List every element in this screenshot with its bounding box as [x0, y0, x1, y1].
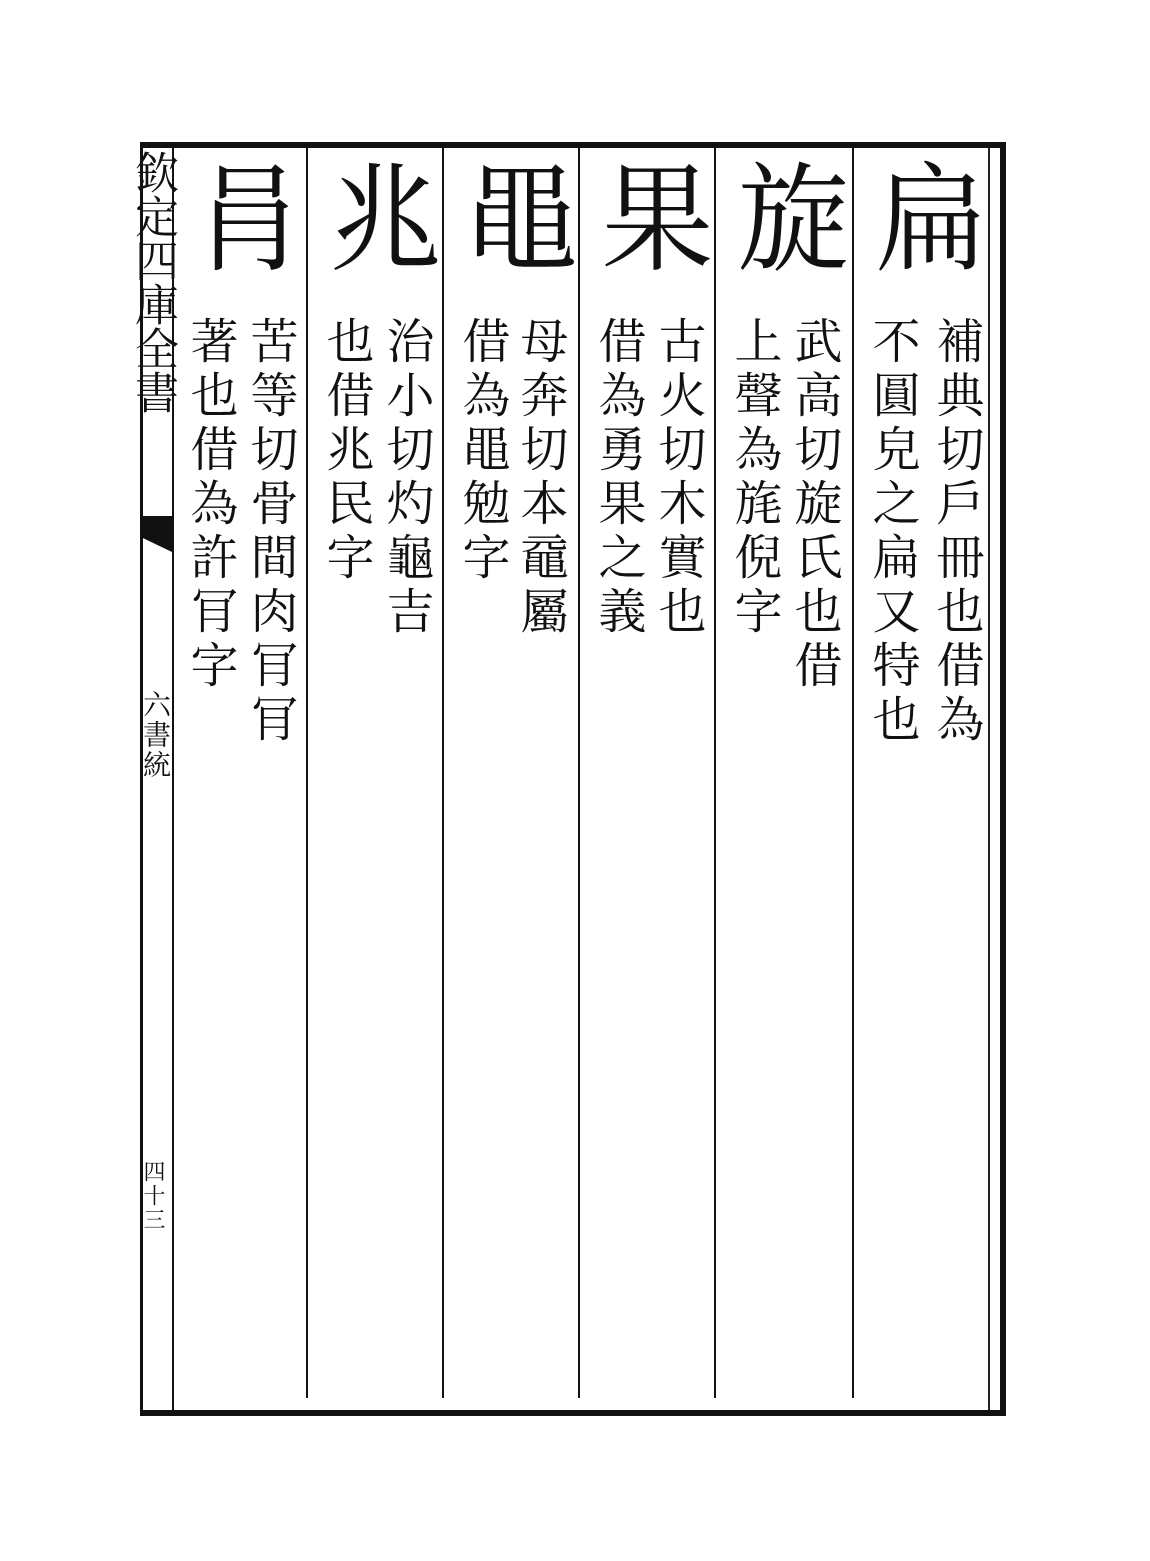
- seal-character: 兆: [311, 157, 441, 275]
- entry-note-line: 苦等切骨間肉肎肎: [242, 316, 298, 748]
- entry-note-line: 也借兆民字: [318, 316, 374, 586]
- entry-note-line: 上聲為旄倪字: [726, 316, 782, 640]
- column-rule: [852, 148, 854, 1398]
- entry-note-line: 補典切戶冊也借為: [928, 316, 984, 748]
- seal-character: 扁: [857, 157, 987, 275]
- frame-right-border: [1000, 142, 1006, 1416]
- seal-character: 旋: [719, 157, 849, 275]
- book-title: 欽定四庫全書: [127, 150, 178, 414]
- entry-note-line: 古火切木實也: [650, 316, 706, 640]
- entry-note-line: 治小切灼龜吉: [378, 316, 434, 640]
- entry-note-line: 母奔切本黿屬: [512, 316, 568, 640]
- page-number: 四十三: [140, 1160, 165, 1232]
- frame-top-border: [140, 142, 1006, 148]
- entry-note-line: 借為勇果之義: [590, 316, 646, 640]
- seal-character: 肙: [175, 157, 305, 275]
- entry-note-line: 不圓皃之扁又特也: [864, 316, 920, 748]
- seal-character: 果: [583, 157, 713, 275]
- frame-right-inner-border: [988, 148, 990, 1410]
- entry-note-line: 借為黽勉字: [454, 316, 510, 586]
- column-rule: [578, 148, 580, 1398]
- column-rule: [442, 148, 444, 1398]
- column-rule: [714, 148, 716, 1398]
- column-rule: [306, 148, 308, 1398]
- entry-note-line: 著也借為許肎字: [182, 316, 238, 694]
- frame-bottom-border: [140, 1410, 1006, 1416]
- entry-note-line: 武高切旋氏也借: [786, 316, 842, 694]
- seal-character: 黽: [447, 157, 577, 275]
- section-title: 六書統: [139, 690, 172, 780]
- fishtail-mark-icon: [142, 516, 172, 552]
